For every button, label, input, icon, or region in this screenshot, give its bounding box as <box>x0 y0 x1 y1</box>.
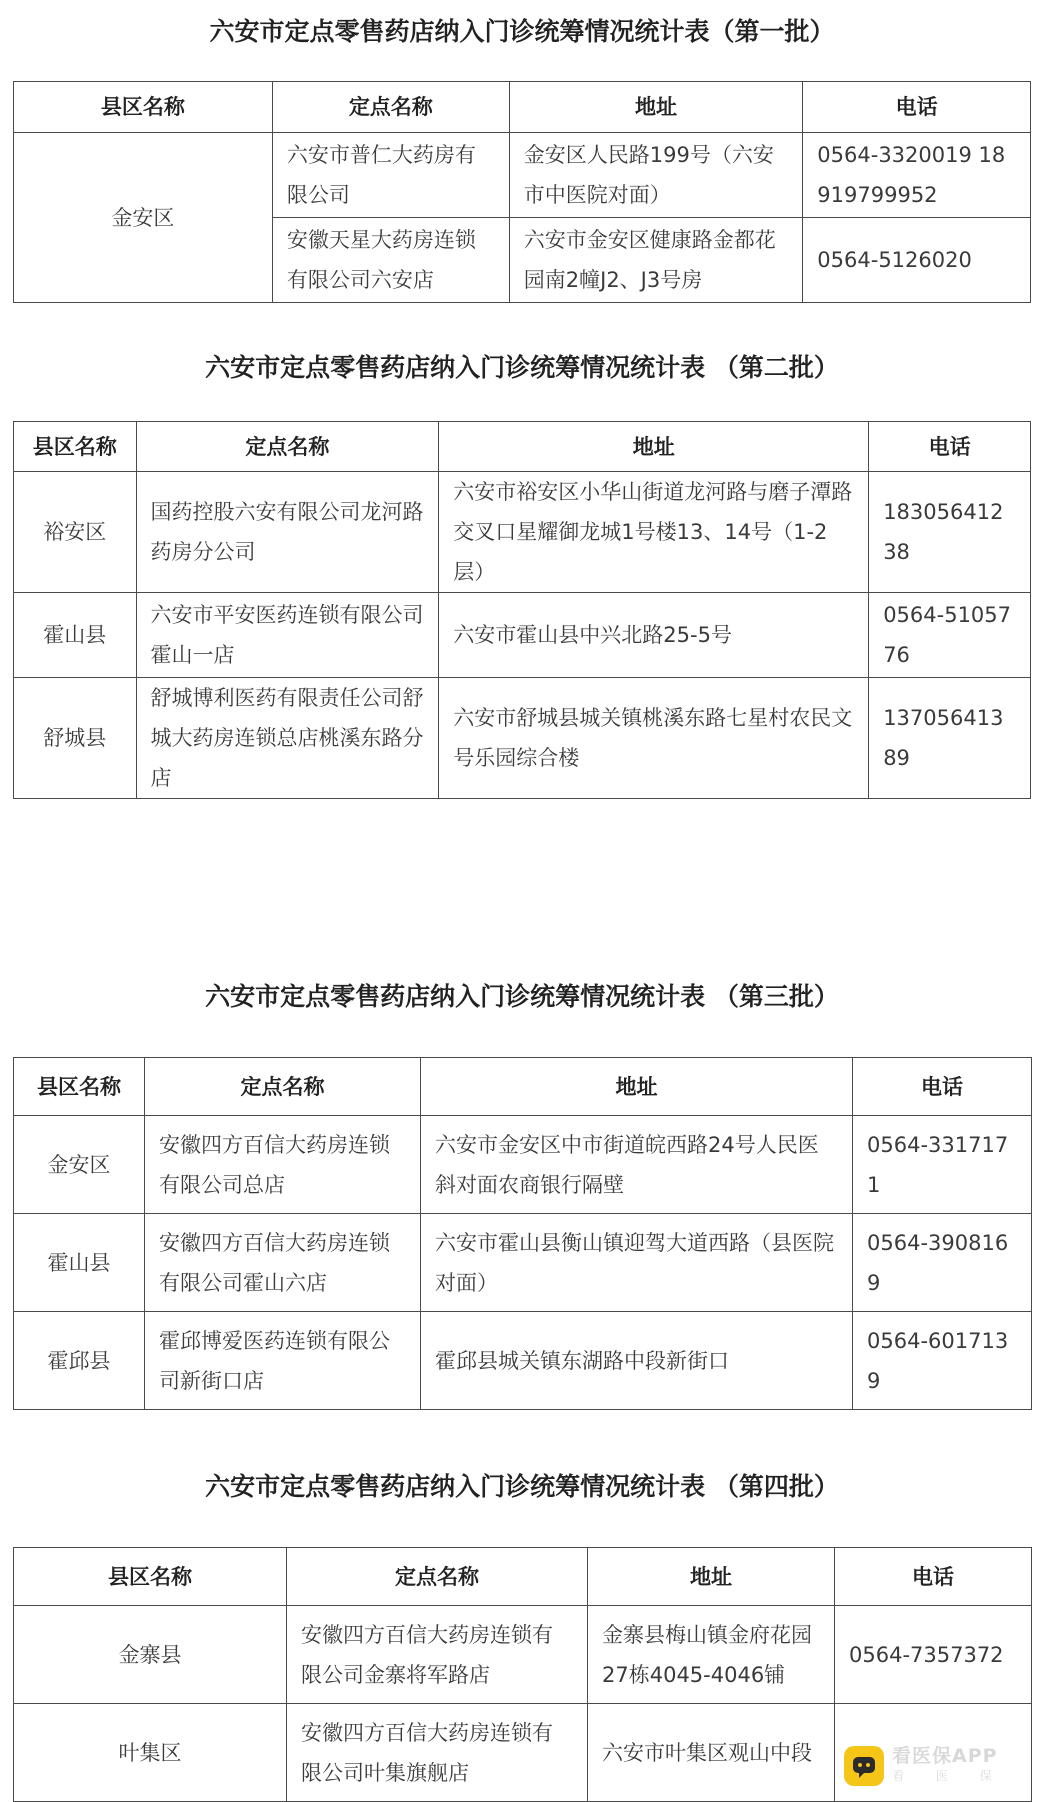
district-cell: 金安区 <box>14 1116 145 1214</box>
header-address: 地址 <box>439 422 869 472</box>
district-cell: 霍邱县 <box>14 1312 145 1410</box>
phone-cell: 0564-6017139 <box>853 1312 1032 1410</box>
phone-cell: 0564-3320019 18919799952 <box>803 133 1031 218</box>
pharmacy-name-cell: 安徽四方百信大药房连锁有限公司霍山六店 <box>145 1214 421 1312</box>
phone-cell: 0564-3317171 <box>853 1116 1032 1214</box>
table-header-row <box>14 422 1031 472</box>
district-cell: 叶集区 <box>14 1704 287 1802</box>
header-district: 县区名称 <box>14 82 273 133</box>
district-cell: 金寨县 <box>14 1606 287 1704</box>
pharmacy-name-cell: 舒城博利医药有限责任公司舒城大药房连锁总店桃溪东路分店 <box>136 678 439 799</box>
header-district: 县区名称 <box>14 1058 145 1116</box>
district-cell: 金安区 <box>14 133 273 303</box>
table-row <box>14 1214 1032 1312</box>
watermark-sub-text: 看 医 保 <box>892 1769 1006 1783</box>
header-district: 县区名称 <box>14 422 137 472</box>
district-cell: 霍山县 <box>14 1214 145 1312</box>
district-cell: 舒城县 <box>14 678 137 799</box>
table-header-row <box>14 1548 1032 1606</box>
address-cell: 六安市霍山县衡山镇迎驾大道西路（县医院对面） <box>421 1214 853 1312</box>
batch-3-title: 六安市定点零售药店纳入门诊统筹情况统计表 （第三批） <box>205 982 839 1011</box>
phone-cell: 0564-5105776 <box>869 593 1031 678</box>
header-name: 定点名称 <box>287 1548 588 1606</box>
address-cell: 六安市金安区中市街道皖西路24号人民医斜对面农商银行隔壁 <box>421 1116 853 1214</box>
app-watermark <box>844 1738 1034 1794</box>
phone-cell: 0564-3908169 <box>853 1214 1032 1312</box>
batch-2-table <box>13 421 1031 799</box>
header-name: 定点名称 <box>145 1058 421 1116</box>
address-cell: 六安市叶集区观山中段 <box>588 1704 835 1802</box>
pharmacy-name-cell: 安徽天星大药房连锁有限公司六安店 <box>272 218 509 303</box>
address-cell: 六安市金安区健康路金都花园南2幢J2、J3号房 <box>509 218 803 303</box>
address-cell: 霍邱县城关镇东湖路中段新街口 <box>421 1312 853 1410</box>
header-address: 地址 <box>588 1548 835 1606</box>
header-phone: 电话 <box>803 82 1031 133</box>
header-phone: 电话 <box>869 422 1031 472</box>
address-cell: 六安市裕安区小华山街道龙河路与磨子潭路交叉口星耀御龙城1号楼13、14号（1-2层） <box>439 472 869 593</box>
address-cell: 金寨县梅山镇金府花园27栋4045-4046铺 <box>588 1606 835 1704</box>
batch-3-table <box>13 1057 1032 1410</box>
batch-1-table <box>13 81 1031 303</box>
address-cell: 六安市霍山县中兴北路25-5号 <box>439 593 869 678</box>
pharmacy-name-cell: 安徽四方百信大药房连锁有限公司金寨将军路店 <box>287 1606 588 1704</box>
batch-2-title: 六安市定点零售药店纳入门诊统筹情况统计表 （第二批） <box>205 353 839 382</box>
table-row <box>14 678 1031 799</box>
header-address: 地址 <box>509 82 803 133</box>
address-cell: 六安市舒城县城关镇桃溪东路七星村农民文号乐园综合楼 <box>439 678 869 799</box>
batch-1-title: 六安市定点零售药店纳入门诊统筹情况统计表（第一批） <box>209 17 835 46</box>
pharmacy-name-cell: 六安市平安医药连锁有限公司霍山一店 <box>136 593 439 678</box>
pharmacy-name-cell: 国药控股六安有限公司龙河路药房分公司 <box>136 472 439 593</box>
table-row <box>14 133 1031 218</box>
batch-4-title: 六安市定点零售药店纳入门诊统筹情况统计表 （第四批） <box>205 1472 839 1501</box>
phone-cell: 13705641389 <box>869 678 1031 799</box>
table-header-row <box>14 82 1031 133</box>
table-row <box>14 1116 1032 1214</box>
header-phone: 电话 <box>853 1058 1032 1116</box>
table-row <box>14 1606 1032 1704</box>
header-address: 地址 <box>421 1058 853 1116</box>
district-cell: 裕安区 <box>14 472 137 593</box>
address-cell: 金安区人民路199号（六安市中医院对面） <box>509 133 803 218</box>
phone-cell: 0564-5126020 <box>803 218 1031 303</box>
watermark-main-text: 看医保APP <box>892 1745 998 1767</box>
pharmacy-name-cell: 安徽四方百信大药房连锁有限公司总店 <box>145 1116 421 1214</box>
header-district: 县区名称 <box>14 1548 287 1606</box>
table-row <box>14 1312 1032 1410</box>
app-logo-icon <box>844 1746 884 1786</box>
table-row <box>14 593 1031 678</box>
phone-cell: 0564-7357372 <box>835 1606 1032 1704</box>
header-name: 定点名称 <box>272 82 509 133</box>
pharmacy-name-cell: 安徽四方百信大药房连锁有限公司叶集旗舰店 <box>287 1704 588 1802</box>
header-name: 定点名称 <box>136 422 439 472</box>
table-header-row <box>14 1058 1032 1116</box>
phone-cell: 18305641238 <box>869 472 1031 593</box>
header-phone: 电话 <box>835 1548 1032 1606</box>
table-row <box>14 472 1031 593</box>
district-cell: 霍山县 <box>14 593 137 678</box>
pharmacy-name-cell: 六安市普仁大药房有限公司 <box>272 133 509 218</box>
pharmacy-name-cell: 霍邱博爱医药连锁有限公司新街口店 <box>145 1312 421 1410</box>
